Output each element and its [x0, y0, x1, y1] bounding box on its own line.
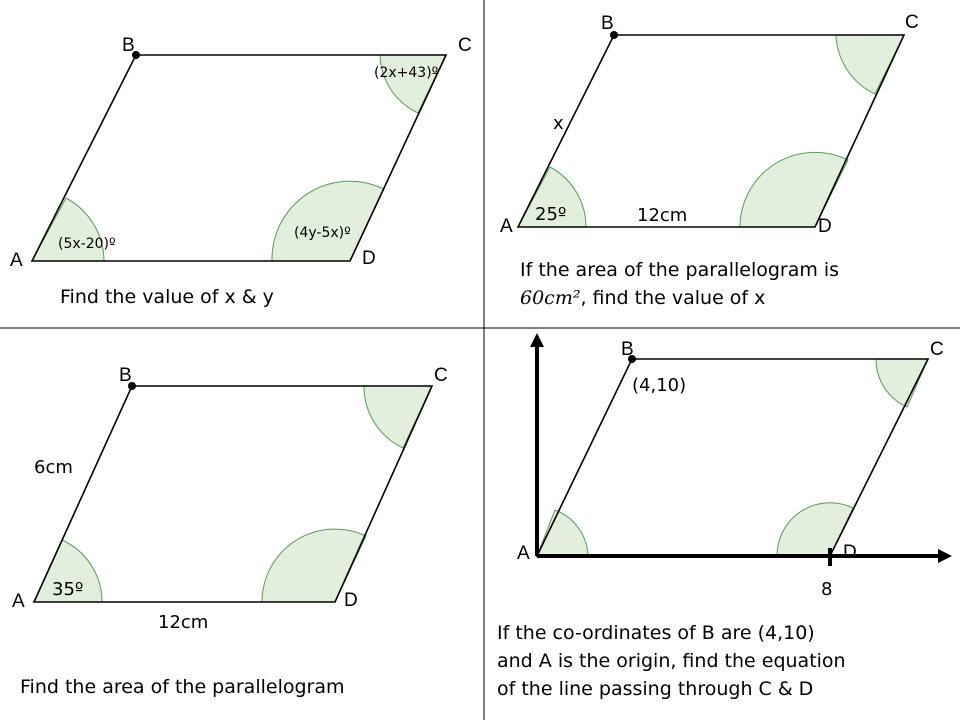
- x-tick-label: 8: [821, 579, 833, 600]
- angle-arc-c: [836, 35, 904, 94]
- vertex-a-label: A: [500, 216, 513, 237]
- side-ab-label: 6cm: [34, 457, 73, 478]
- panel-top-left: [10, 35, 472, 308]
- question-rest: , find the value of x: [580, 287, 766, 309]
- vertex-a-label: A: [10, 250, 23, 271]
- vertex-b-label: B: [621, 339, 634, 360]
- angle-arc-c: [876, 359, 928, 407]
- question-top-right-line1: If the area of the parallelogram is: [520, 259, 840, 281]
- angle-arc-c: [364, 386, 432, 448]
- y-axis-arrow: [530, 333, 544, 347]
- vertex-b-label: B: [122, 35, 135, 56]
- vertex-c-label: C: [905, 12, 919, 33]
- vertex-b-label: B: [119, 365, 132, 386]
- vertex-d-label: D: [344, 590, 358, 611]
- point-b-label: (4,10): [632, 375, 687, 396]
- panel-top-right: [500, 12, 919, 309]
- angle-a-label: (5x-20)º: [58, 236, 116, 252]
- angle-arc-d: [777, 503, 853, 556]
- angle-a-label: 25º: [535, 204, 567, 225]
- vertex-a-label: A: [12, 591, 25, 612]
- vertex-d-label: D: [843, 542, 857, 563]
- panel-bottom-left: [12, 365, 448, 698]
- angle-c-label: (2x+43)º: [374, 65, 439, 81]
- vertex-c-label: C: [458, 35, 472, 56]
- angle-d-label: (4y-5x)º: [294, 225, 351, 241]
- question-bottom-left: Find the area of the parallelogram: [20, 676, 345, 698]
- area-value: 60cm²: [520, 287, 581, 309]
- angle-arc-c: [380, 55, 446, 113]
- angle-arc-a: [537, 510, 588, 556]
- vertex-d-label: D: [362, 248, 376, 269]
- vertex-a-label: A: [517, 543, 530, 564]
- vertex-c-label: C: [434, 365, 448, 386]
- question-bottom-right-line3: of the line passing through C & D: [497, 678, 814, 700]
- angle-a-label: 35º: [52, 579, 84, 600]
- vertex-b-label: B: [601, 13, 614, 34]
- question-bottom-right-line1: If the co-ordinates of B are (4,10): [497, 622, 815, 644]
- vertex-c-label: C: [930, 339, 944, 360]
- side-ad-label: 12cm: [158, 612, 209, 633]
- vertex-d-label: D: [818, 216, 832, 237]
- question-bottom-right-line2: and A is the origin, find the equation: [497, 650, 846, 672]
- x-axis-arrow: [938, 549, 952, 563]
- parallelogram: [537, 359, 928, 556]
- question-top-left: Find the value of x & y: [60, 286, 274, 308]
- question-top-right-line2: [520, 287, 765, 309]
- panel-bottom-right: [497, 333, 952, 700]
- side-ad-label: 12cm: [637, 205, 688, 226]
- side-ab-label: x: [553, 113, 564, 134]
